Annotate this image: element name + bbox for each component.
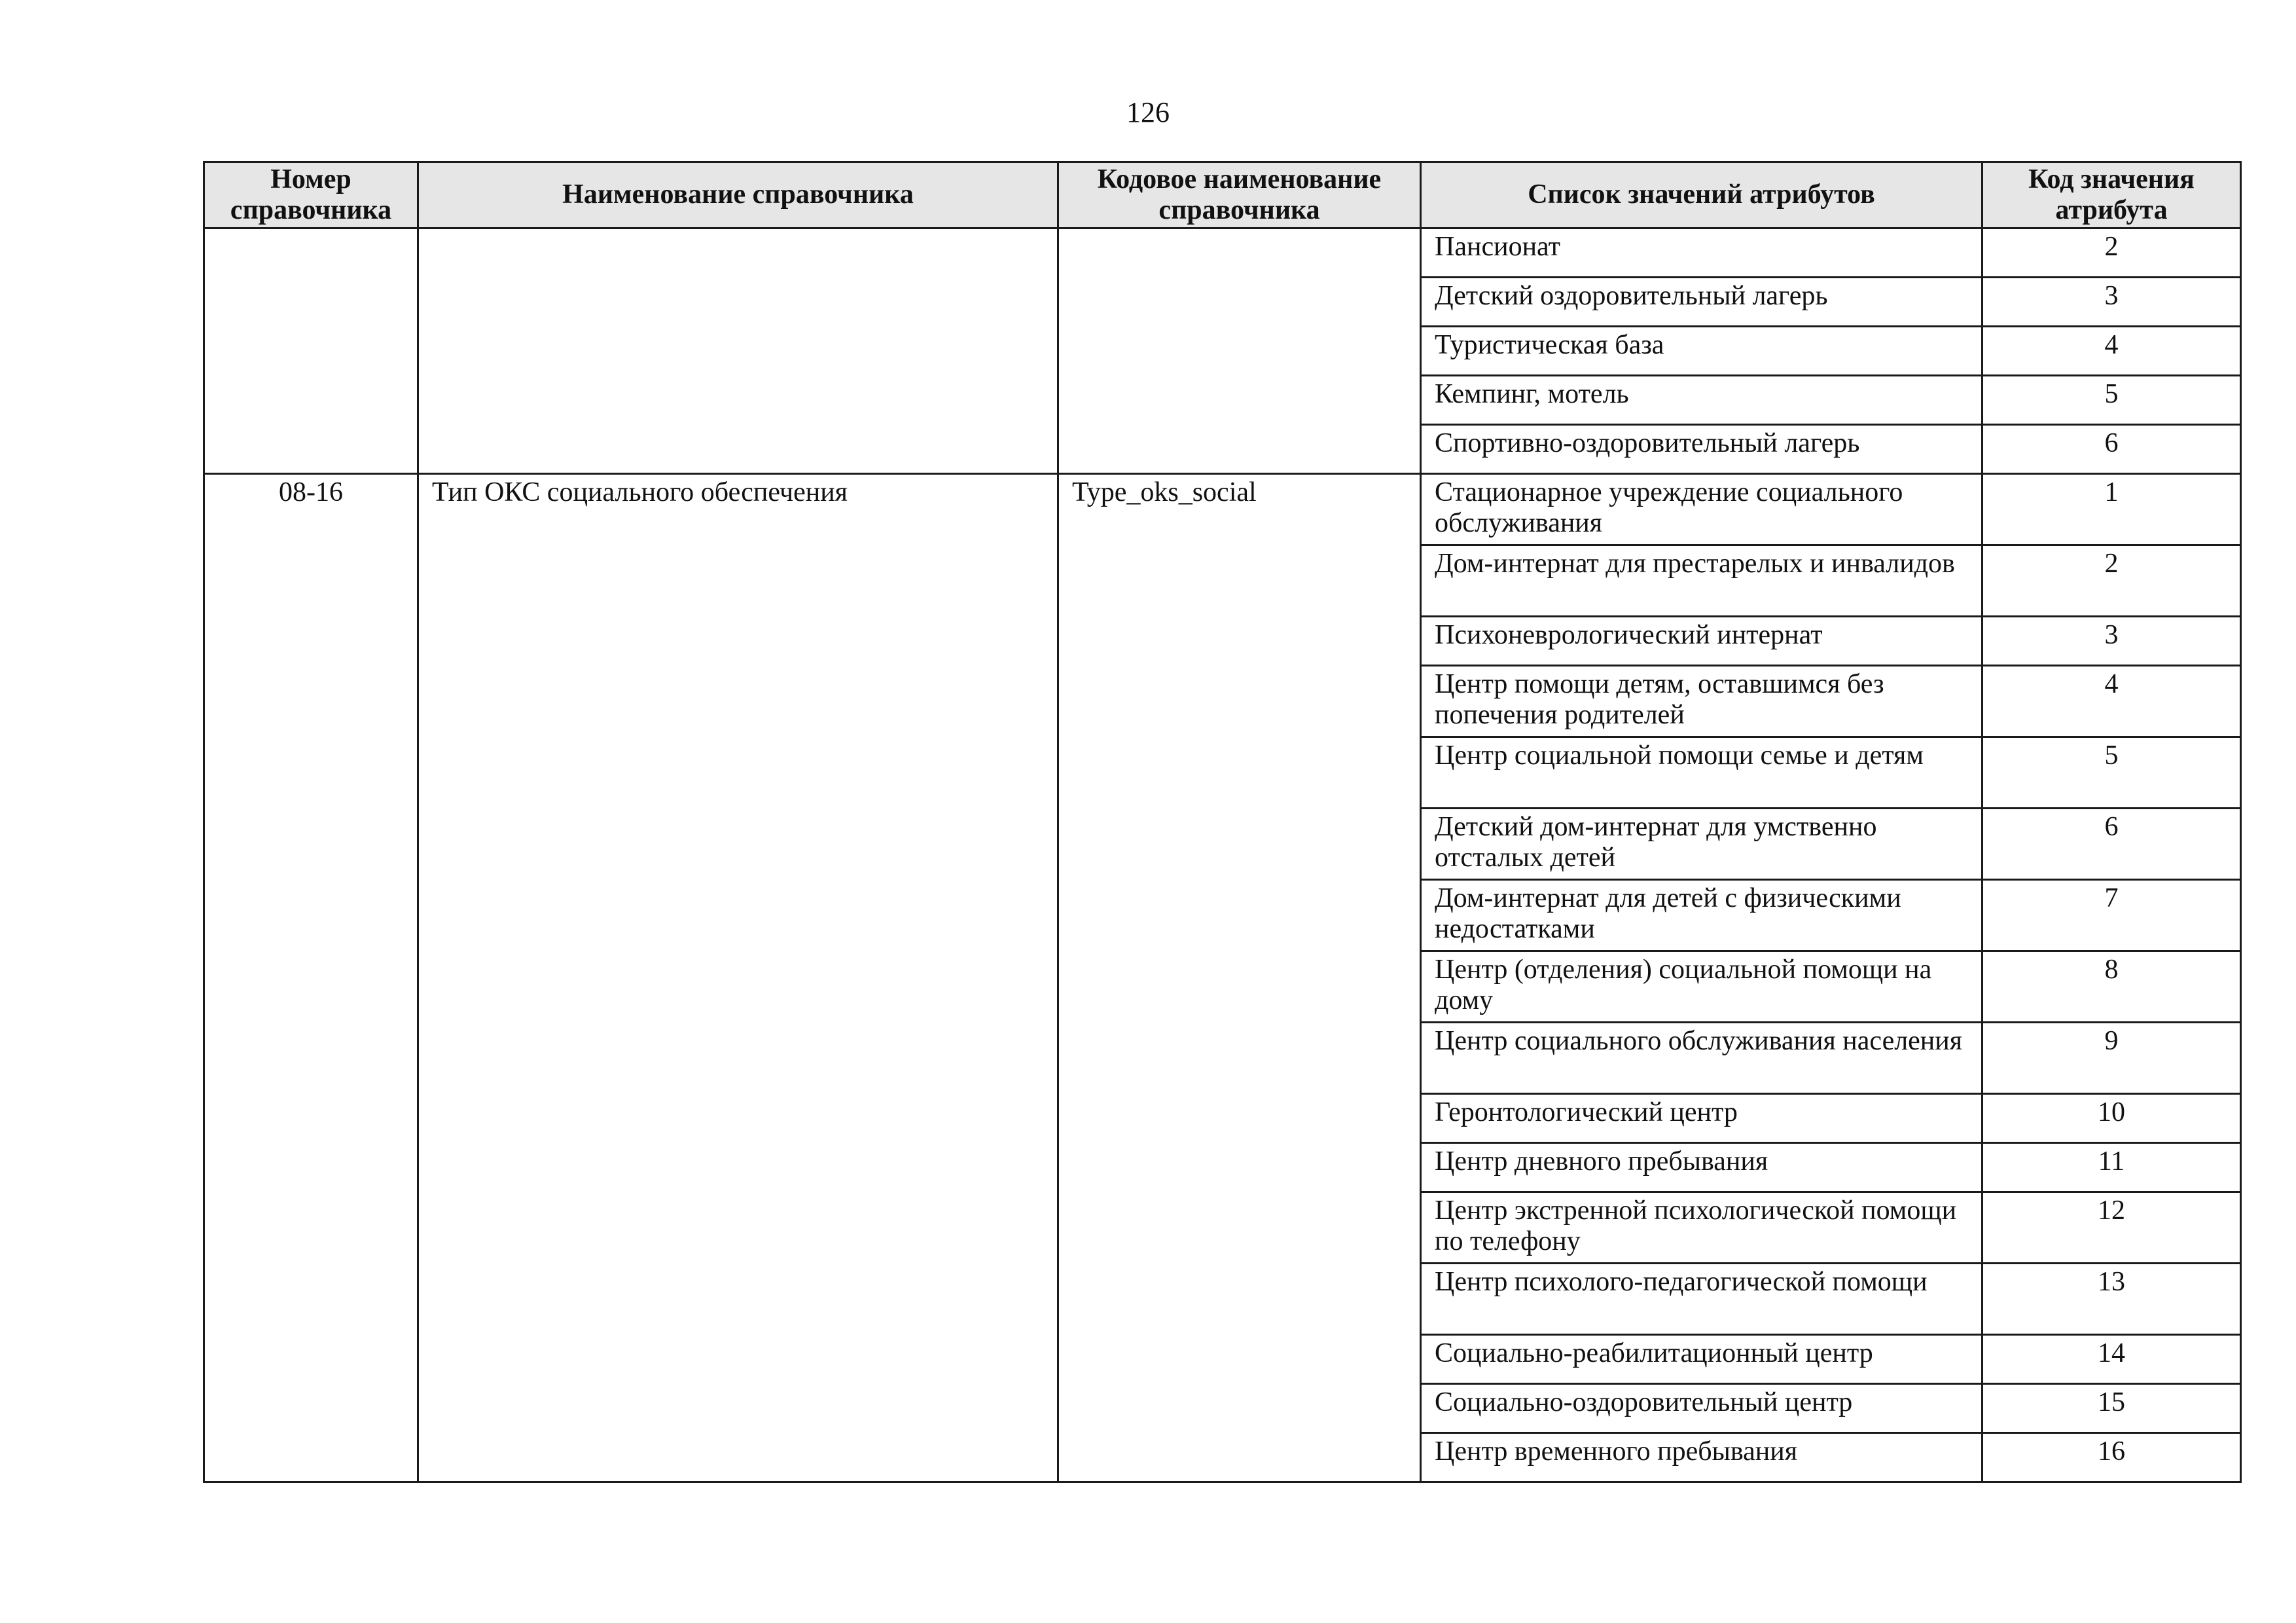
attribute-value: Центр социального обслуживания населения — [1421, 1023, 1982, 1094]
attribute-value: Социально-оздоровительный центр — [1421, 1384, 1982, 1433]
attribute-value: Дом-интернат для детей с физическими недостатками — [1421, 880, 1982, 951]
header-number: Номер справочника — [204, 162, 418, 228]
attribute-code: 13 — [1982, 1264, 2241, 1335]
directory-name: Тип ОКС социального обеспечения — [418, 474, 1058, 1482]
attribute-code: 6 — [1982, 425, 2241, 474]
header-value-code: Код значения атрибута — [1982, 162, 2241, 228]
attribute-value: Спортивно-оздоровительный лагерь — [1421, 425, 1982, 474]
attribute-value: Дом-интернат для престарелых и инвалидов — [1421, 545, 1982, 617]
attribute-code: 12 — [1982, 1192, 2241, 1264]
header-name: Наименование справочника — [418, 162, 1058, 228]
page-number: 126 — [1126, 96, 1170, 128]
attribute-code: 7 — [1982, 880, 2241, 951]
table-header-row — [204, 162, 2241, 228]
attribute-value: Туристическая база — [1421, 327, 1982, 376]
attribute-value: Центр дневного пребывания — [1421, 1143, 1982, 1192]
attribute-code: 1 — [1982, 474, 2241, 545]
attribute-value: Стационарное учреждение социального обслуживания — [1421, 474, 1982, 545]
table-row — [204, 474, 2241, 545]
attribute-code: 11 — [1982, 1143, 2241, 1192]
attribute-code: 3 — [1982, 278, 2241, 327]
attribute-code: 16 — [1982, 1433, 2241, 1482]
attribute-code: 14 — [1982, 1335, 2241, 1384]
attribute-code: 9 — [1982, 1023, 2241, 1094]
attribute-value: Центр социальной помощи семье и детям — [1421, 737, 1982, 809]
directory-table — [203, 161, 2242, 1483]
attribute-code: 8 — [1982, 951, 2241, 1023]
attribute-value: Центр психолого-педагогической помощи — [1421, 1264, 1982, 1335]
continued-name-cell — [418, 228, 1058, 474]
attribute-value: Центр временного пребывания — [1421, 1433, 1982, 1482]
directory-code-name: Type_oks_social — [1058, 474, 1421, 1482]
attribute-value: Психоневрологический интернат — [1421, 617, 1982, 666]
attribute-code: 4 — [1982, 327, 2241, 376]
attribute-value: Пансионат — [1421, 228, 1982, 278]
attribute-code: 10 — [1982, 1094, 2241, 1143]
continued-code-name-cell — [1058, 228, 1421, 474]
attribute-code: 3 — [1982, 617, 2241, 666]
directory-number: 08-16 — [204, 474, 418, 1482]
attribute-value: Центр экстренной психологической помощи по телефону — [1421, 1192, 1982, 1264]
attribute-value: Детский оздоровительный лагерь — [1421, 278, 1982, 327]
attribute-value: Геронтологический центр — [1421, 1094, 1982, 1143]
attribute-value: Центр (отделения) социальной помощи на дому — [1421, 951, 1982, 1023]
header-code-name: Кодовое наименование справочника — [1058, 162, 1421, 228]
attribute-code: 15 — [1982, 1384, 2241, 1433]
attribute-value: Социально-реабилитационный центр — [1421, 1335, 1982, 1384]
attribute-code: 5 — [1982, 376, 2241, 425]
attribute-value: Кемпинг, мотель — [1421, 376, 1982, 425]
attribute-code: 4 — [1982, 666, 2241, 737]
attribute-code: 5 — [1982, 737, 2241, 809]
continued-number-cell — [204, 228, 418, 474]
attribute-value: Детский дом-интернат для умственно отсталых детей — [1421, 809, 1982, 880]
header-values: Список значений атрибутов — [1421, 162, 1982, 228]
attribute-value: Центр помощи детям, оставшимся без попечения родителей — [1421, 666, 1982, 737]
table-row — [204, 228, 2241, 278]
attribute-code: 6 — [1982, 809, 2241, 880]
attribute-code: 2 — [1982, 228, 2241, 278]
attribute-code: 2 — [1982, 545, 2241, 617]
